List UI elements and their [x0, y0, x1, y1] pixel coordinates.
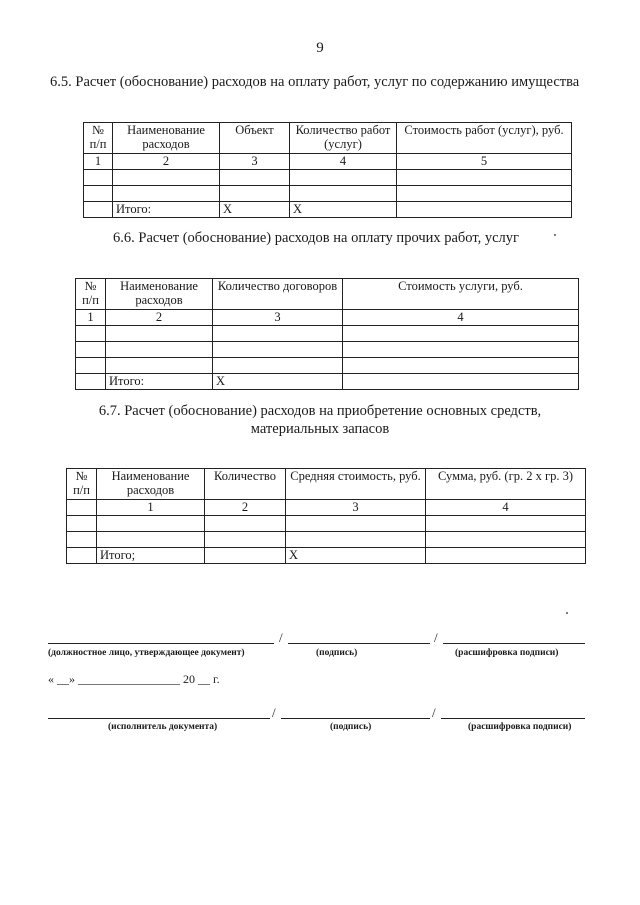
empty-cell[interactable]: [213, 342, 343, 358]
table-row: [67, 532, 586, 548]
scan-speck: [554, 234, 556, 236]
signature-caption: (подпись): [330, 722, 372, 732]
decoding-caption: (расшифровка подписи): [468, 722, 572, 732]
header-cell: Количество: [205, 469, 286, 500]
empty-cell[interactable]: [286, 532, 426, 548]
empty-cell[interactable]: [113, 170, 220, 186]
empty-cell[interactable]: [67, 516, 97, 532]
total-row: [67, 548, 586, 564]
empty-cell[interactable]: [205, 516, 286, 532]
empty-cell[interactable]: [397, 170, 572, 186]
empty-cell[interactable]: [76, 342, 106, 358]
column-number-cell: 2: [106, 310, 213, 326]
empty-cell[interactable]: [97, 516, 205, 532]
separator-slash: /: [434, 630, 438, 645]
empty-cell[interactable]: [205, 532, 286, 548]
header-cell: Стоимость работ (услуг), руб.: [397, 123, 572, 154]
empty-cell[interactable]: [220, 170, 290, 186]
table-row: [76, 342, 579, 358]
total-row: [76, 374, 579, 390]
executor-name-line[interactable]: [441, 718, 585, 719]
scan-speck: [566, 612, 568, 614]
table-6-6: [75, 278, 579, 390]
table-row: [84, 170, 572, 186]
signature-caption: (подпись): [316, 648, 358, 658]
section-6-6-title: 6.6. Расчет (обоснование) расходов на оплату прочих работ, услуг: [113, 230, 519, 246]
header-cell: № п/п: [76, 279, 106, 310]
table-row: [76, 326, 579, 342]
approver-name-line[interactable]: [443, 643, 585, 644]
header-cell: № п/п: [67, 469, 97, 500]
total-row: [84, 202, 572, 218]
column-number-row: [67, 500, 586, 516]
table-row: [84, 186, 572, 202]
column-number-cell: 4: [343, 310, 579, 326]
column-number-cell: 4: [426, 500, 586, 516]
empty-cell[interactable]: [343, 374, 579, 390]
section-6-7-title-line1: 6.7. Расчет (обоснование) расходов на приобретение основных средств,: [98, 403, 542, 419]
column-number-cell: 2: [113, 154, 220, 170]
column-number-cell: 1: [84, 154, 113, 170]
x-mark: X: [213, 374, 343, 390]
empty-cell[interactable]: [76, 358, 106, 374]
header-cell: Сумма, руб. (гр. 2 x гр. 3): [426, 469, 586, 500]
header-cell: Стоимость услуги, руб.: [343, 279, 579, 310]
total-label: Итого:: [113, 202, 220, 218]
x-mark: X: [290, 202, 397, 218]
executor-caption: (исполнитель документа): [108, 722, 218, 732]
empty-cell[interactable]: [84, 186, 113, 202]
header-cell: Средняя стоимость, руб.: [286, 469, 426, 500]
empty-cell[interactable]: [397, 186, 572, 202]
column-number-row: [76, 310, 579, 326]
table-header-row: [67, 469, 586, 500]
header-cell: Количество работ (услуг): [290, 123, 397, 154]
approver-signature-line[interactable]: [288, 643, 430, 644]
section-6-5-title: 6.5. Расчет (обоснование) расходов на оплату работ, услуг по содержанию имущества: [50, 74, 580, 90]
empty-cell[interactable]: [290, 186, 397, 202]
approver-caption: (должностное лицо, утверждающее документ): [48, 648, 245, 658]
column-number-cell: 3: [286, 500, 426, 516]
table-header-row: [84, 123, 572, 154]
empty-cell[interactable]: [426, 532, 586, 548]
table-row: [67, 516, 586, 532]
separator-slash: /: [279, 630, 283, 645]
table-header-row: [76, 279, 579, 310]
empty-cell[interactable]: [220, 186, 290, 202]
empty-cell[interactable]: [343, 326, 579, 342]
header-cell: Объект: [220, 123, 290, 154]
separator-slash: /: [272, 705, 276, 720]
empty-cell[interactable]: [106, 358, 213, 374]
empty-cell[interactable]: [426, 548, 586, 564]
decoding-caption: (расшифровка подписи): [455, 648, 559, 658]
column-number-row: [84, 154, 572, 170]
total-label: Итого;: [97, 548, 205, 564]
empty-cell[interactable]: [84, 170, 113, 186]
approver-position-line[interactable]: [48, 643, 274, 644]
empty-cell[interactable]: [205, 548, 286, 564]
header-cell: Количество договоров: [213, 279, 343, 310]
separator-slash: /: [432, 705, 436, 720]
date-field[interactable]: « __» _________________ 20 __ г.: [48, 672, 220, 686]
header-cell: Наименование расходов: [106, 279, 213, 310]
empty-cell[interactable]: [397, 202, 572, 218]
header-cell: Наименование расходов: [113, 123, 220, 154]
header-cell: № п/п: [84, 123, 113, 154]
empty-cell[interactable]: [67, 532, 97, 548]
section-6-7-title-line2: материальных запасов: [250, 421, 390, 437]
empty-cell: [84, 202, 113, 218]
table-6-7: [66, 468, 586, 564]
empty-cell[interactable]: [343, 358, 579, 374]
empty-cell[interactable]: [343, 342, 579, 358]
x-mark: X: [286, 548, 426, 564]
empty-cell[interactable]: [113, 186, 220, 202]
executor-signature-line[interactable]: [281, 718, 430, 719]
empty-cell[interactable]: [213, 326, 343, 342]
executor-position-line[interactable]: [48, 718, 270, 719]
column-number-cell: 5: [397, 154, 572, 170]
total-label: Итого:: [106, 374, 213, 390]
column-number-cell: 3: [220, 154, 290, 170]
empty-cell: [67, 548, 97, 564]
empty-cell[interactable]: [106, 326, 213, 342]
page-number: 9: [316, 40, 324, 56]
empty-cell[interactable]: [97, 532, 205, 548]
header-cell: Наименование расходов: [97, 469, 205, 500]
table-6-5: [83, 122, 572, 218]
empty-cell[interactable]: [106, 342, 213, 358]
empty-cell[interactable]: [213, 358, 343, 374]
column-number-cell: 1: [97, 500, 205, 516]
column-number-cell: 2: [205, 500, 286, 516]
empty-cell: [76, 374, 106, 390]
empty-cell[interactable]: [286, 516, 426, 532]
empty-cell: [67, 500, 97, 516]
empty-cell[interactable]: [426, 516, 586, 532]
empty-cell[interactable]: [290, 170, 397, 186]
column-number-cell: 4: [290, 154, 397, 170]
column-number-cell: 3: [213, 310, 343, 326]
column-number-cell: 1: [76, 310, 106, 326]
x-mark: X: [220, 202, 290, 218]
empty-cell[interactable]: [76, 326, 106, 342]
table-row: [76, 358, 579, 374]
